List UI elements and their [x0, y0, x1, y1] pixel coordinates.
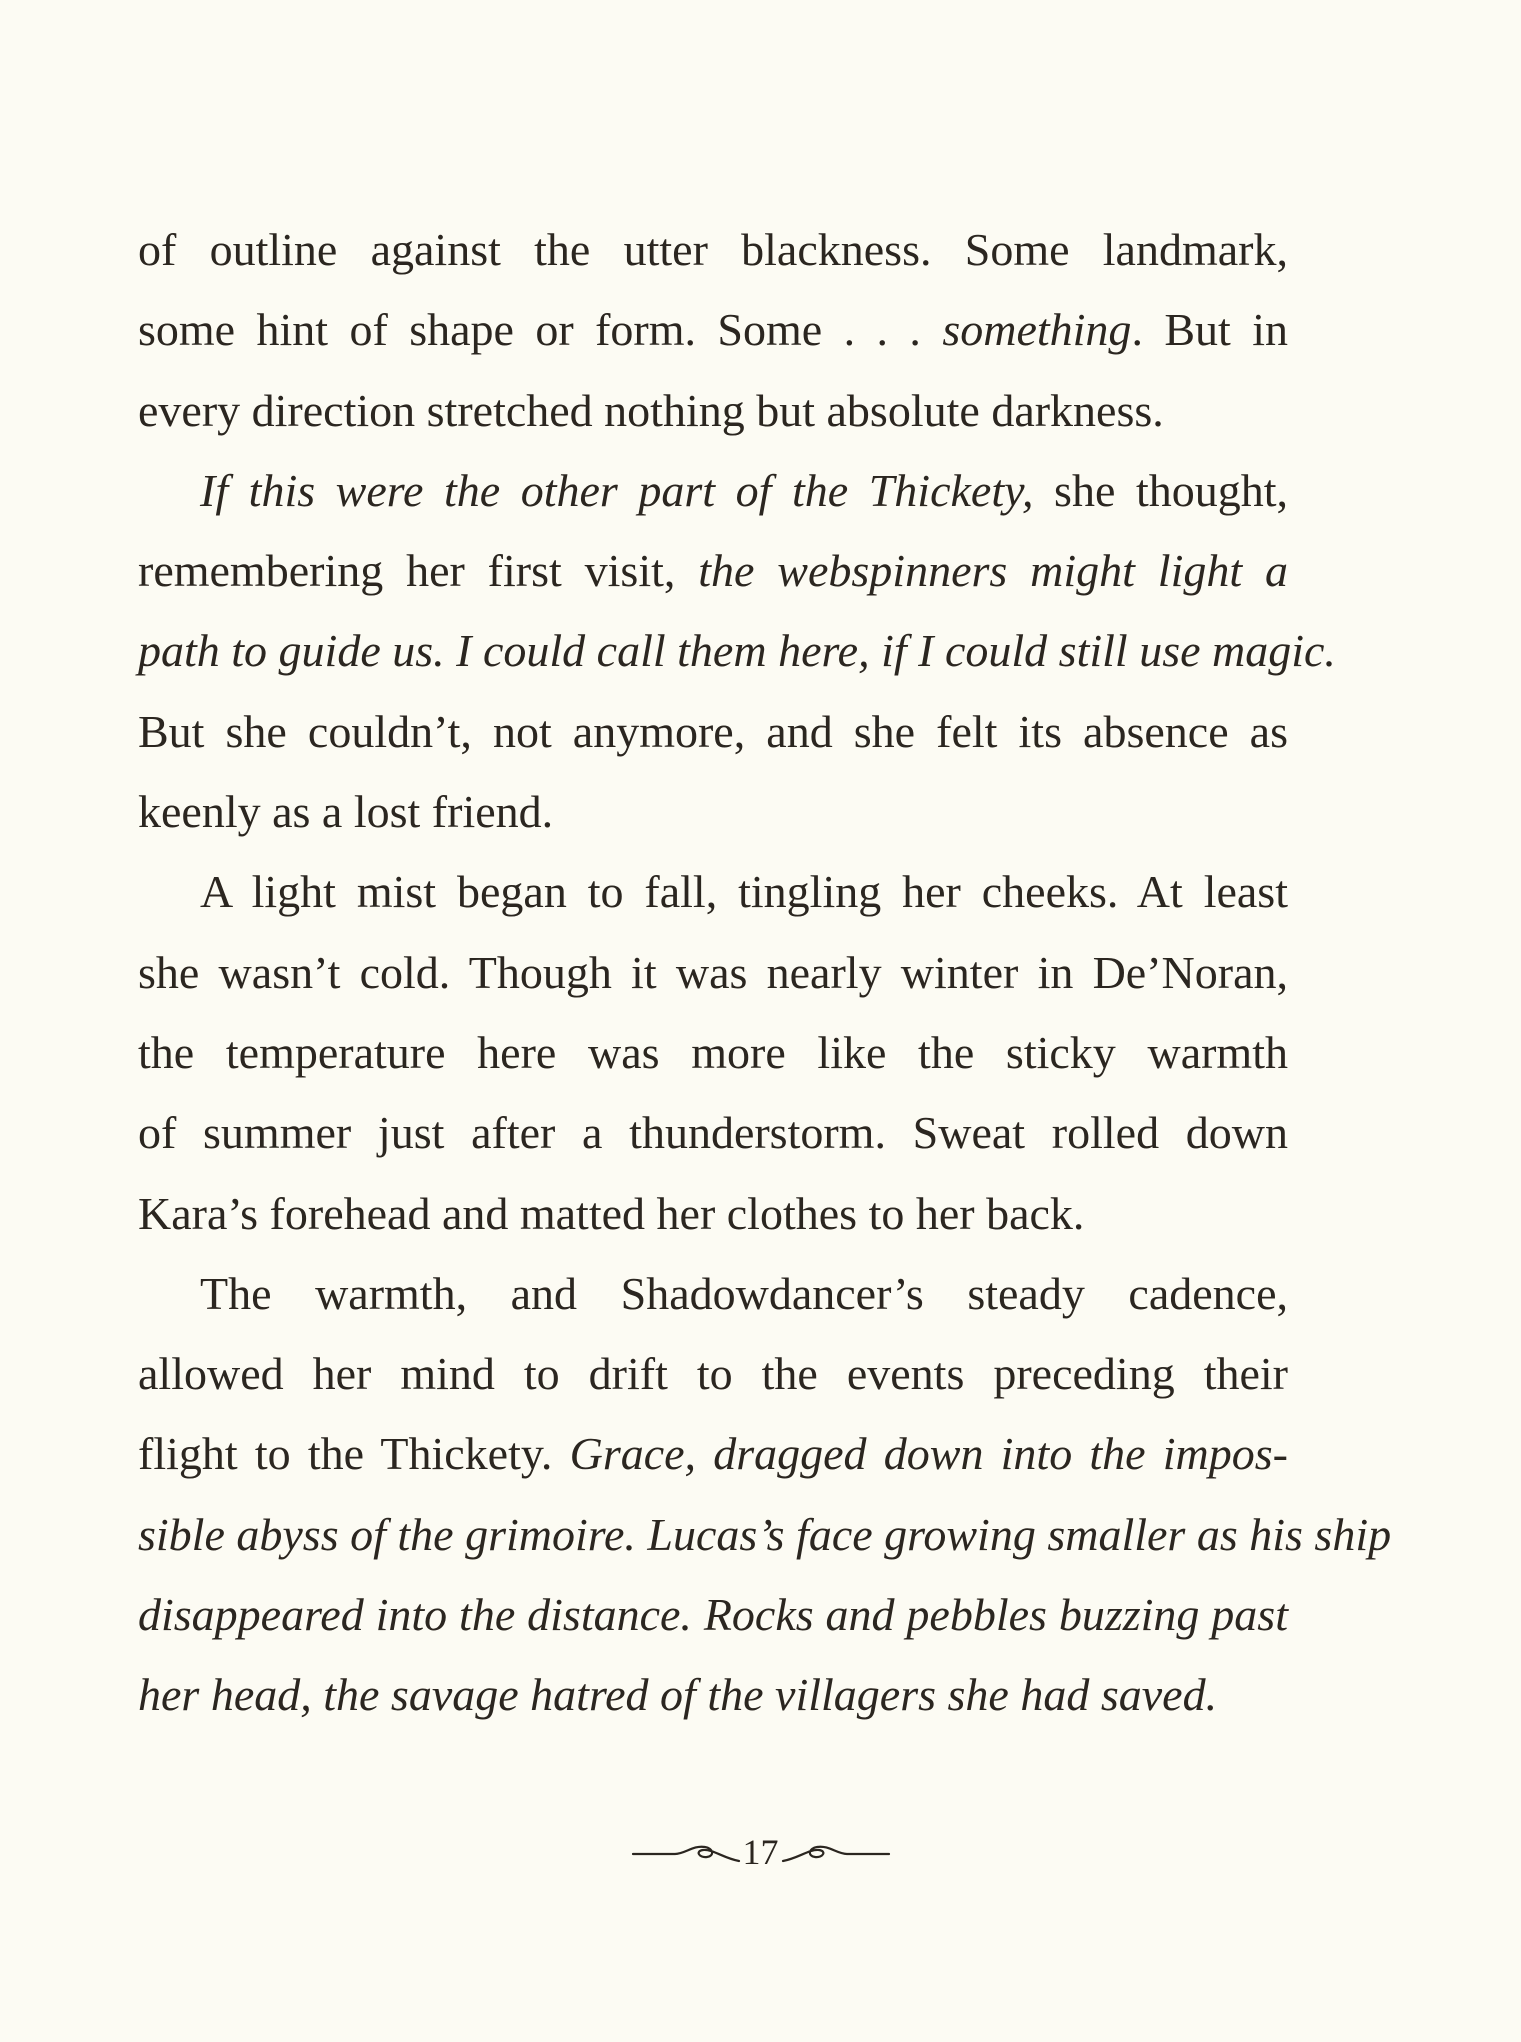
text-line: [138, 371, 1288, 451]
text-line: [138, 290, 1288, 370]
page-number: 17: [742, 1832, 779, 1872]
text-run: every direction stretched nothing but absolute darkness.: [138, 384, 1164, 436]
text-line: [138, 1254, 1288, 1334]
text-line: [138, 451, 1288, 531]
text-line: [138, 1093, 1288, 1173]
text-run: she wasn’t cold. Though it was nearly winter in De’Noran,: [138, 946, 1288, 998]
italic-text: her head, the savage hatred of the villagers she had saved.: [138, 1669, 1218, 1721]
body-text: [138, 210, 1392, 1736]
text-run: . But in: [1131, 304, 1288, 356]
italic-text: disappeared into the distance. Rocks and pebbles buzzing past: [138, 1589, 1288, 1641]
italic-text: sible abyss of the grimoire. Lucas’s face growing smaller as his ship: [138, 1508, 1392, 1560]
left-flourish-icon: [631, 1837, 741, 1867]
text-line: [138, 1414, 1288, 1494]
text-run: of summer just after a thunderstorm. Sweat rolled down: [138, 1107, 1288, 1159]
text-run: allowed her mind to drift to the events preceding their: [138, 1348, 1288, 1400]
text-line: [138, 1655, 1288, 1735]
text-line: [138, 1575, 1288, 1655]
italic-text: If this were the other part of the Thickety,: [200, 464, 1034, 516]
text-run: remembering her first visit,: [138, 545, 699, 597]
text-line: [138, 852, 1288, 932]
text-line: [138, 611, 1336, 691]
text-line: [138, 1013, 1288, 1093]
text-run: The warmth, and Shadowdancer’s steady cadence,: [200, 1267, 1288, 1319]
italic-text: something: [942, 304, 1132, 356]
italic-text: Grace, dragged down into the impos-: [569, 1428, 1288, 1480]
text-line: [138, 531, 1288, 611]
text-run: some hint of shape or form. Some . . .: [138, 304, 943, 356]
text-line: [138, 210, 1288, 290]
text-run: flight to the Thickety.: [138, 1428, 570, 1480]
text-line: [138, 1174, 1288, 1254]
italic-text: the webspinners might light a: [698, 545, 1288, 597]
text-run: But she couldn’t, not anymore, and she felt its absence as: [138, 705, 1288, 757]
page-folio: [0, 1822, 1521, 1882]
text-run: Kara’s forehead and matted her clothes to her back.: [138, 1187, 1085, 1239]
text-run: keenly as a lost friend.: [138, 786, 554, 838]
text-run: of outline against the utter blackness. Some landmark,: [138, 224, 1288, 275]
text-run: she thought,: [1033, 464, 1289, 516]
text-run: the temperature here was more like the sticky warmth: [138, 1026, 1288, 1078]
text-line: [138, 692, 1288, 772]
text-line: [138, 1334, 1288, 1414]
text-run: A light mist began to fall, tingling her cheeks. At least: [200, 866, 1288, 918]
text-line: [138, 1495, 1392, 1575]
right-flourish-icon: [781, 1837, 891, 1867]
text-line: [138, 772, 1288, 852]
italic-text: path to guide us. I could call them here, if I could still use magic.: [138, 625, 1336, 677]
text-line: [138, 933, 1288, 1013]
